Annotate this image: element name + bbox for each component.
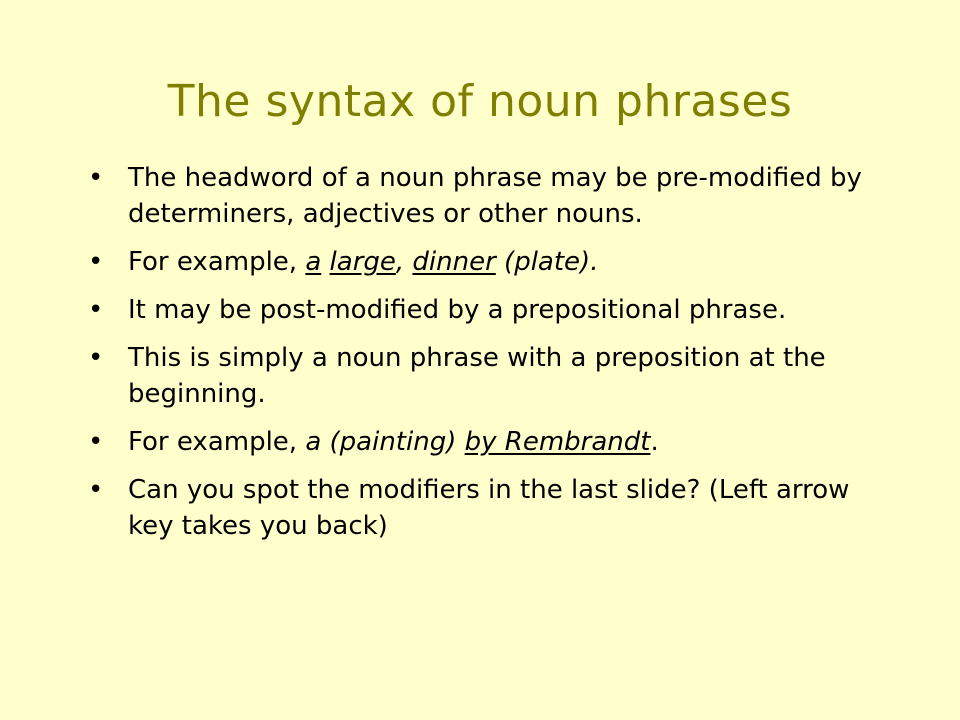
bullet-dot: • <box>88 295 104 325</box>
bullet-dot: • <box>88 475 104 505</box>
bullet-item <box>88 292 878 328</box>
bullet-item <box>88 424 878 460</box>
example-headword: (plate). <box>495 247 599 277</box>
bullet-dot: • <box>88 343 104 373</box>
bullet-dot: • <box>88 247 104 277</box>
bullet-text-prefix: For example, <box>128 247 306 277</box>
example-adjective: large <box>329 247 396 277</box>
example-headword: a (painting) <box>305 427 465 457</box>
bullet-text: Can you spot the modifiers in the last slide? (Left arrow key takes you back) <box>128 475 850 541</box>
bullet-text: This is simply a noun phrase with a preposition at the beginning. <box>128 343 826 409</box>
bullet-item <box>88 160 878 232</box>
example-determiner: a <box>305 247 322 277</box>
bullet-item <box>88 340 878 412</box>
example-noun-modifier: dinner <box>412 247 496 277</box>
bullet-text: It may be post-modified by a prepositional phrase. <box>128 295 787 325</box>
example-space <box>321 247 329 277</box>
bullet-dot: • <box>88 427 104 457</box>
example-period: . <box>650 427 659 457</box>
bullet-list <box>88 160 878 556</box>
example-comma: , <box>395 247 413 277</box>
bullet-dot: • <box>88 163 104 193</box>
bullet-item <box>88 472 878 544</box>
bullet-text: The headword of a noun phrase may be pre-modified by determiners, adjectives or other nouns. <box>128 163 862 229</box>
example-prepositional-phrase: by Rembrandt <box>464 427 651 457</box>
slide-title: The syntax of noun phrases <box>167 76 793 127</box>
bullet-text-prefix: For example, <box>128 427 306 457</box>
bullet-item <box>88 244 878 280</box>
